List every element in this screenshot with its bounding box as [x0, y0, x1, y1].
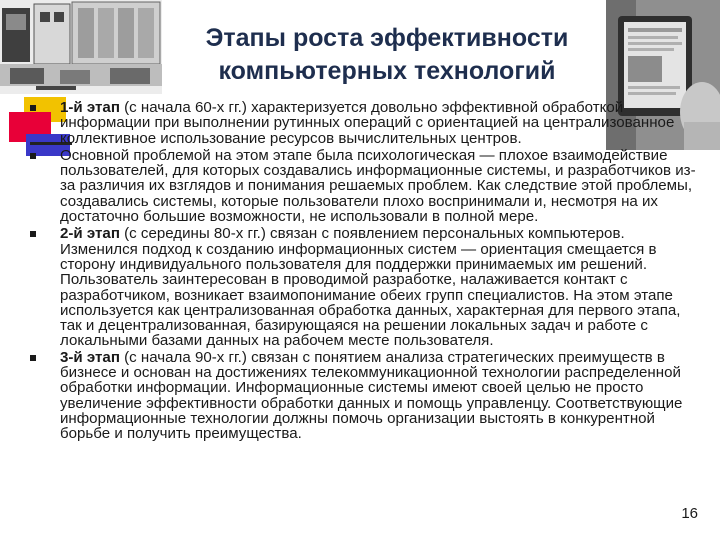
- bullet-text: (с начала 90-х гг.) связан с понятием анализа стратегических преимуществ в бизнесе и основан на достижениях телекоммуникационной технологии распределенной обработки информации. Информационные системы имеют своей целью не просто увеличение эффективности обработки данных и помощь управленцу. Соответствующие информационные технологии должны помочь организации выстоять в конкурентной борьбе и получить преимущества.: [60, 348, 683, 443]
- bullet-term: 1-й этап: [60, 99, 120, 116]
- bullet-text: (с середины 80-х гг.) связан с появлением персональных компьютеров. Изменился подход к созданию информационных систем — ориентация смещается в сторону индивидуального пользователя для поддержки принимаемых им решений. Пользователь заинтересован в проводимой разработке, налаживается контакт с разработчиком, возникает взаимопонимание обеих групп специалистов. На этом этапе используется как централизованная обработка данных, характерная для первого этапа, так и децентрализованная, базирующаяся на решении локальных задач и работе с локальными базами данных на рабочем месте пользователя.: [60, 225, 681, 350]
- slide-title: Этапы роста эффективности компьютерных технологий: [205, 24, 569, 85]
- bullet-square-icon: [30, 105, 36, 111]
- bullet-item: [60, 148, 705, 224]
- bullet-item: [60, 350, 705, 442]
- bullet-item: [60, 100, 705, 146]
- bullet-item: [60, 226, 705, 348]
- bullet-list: [60, 100, 705, 442]
- bullet-square-icon: [30, 231, 36, 237]
- page-number: 16: [681, 505, 698, 522]
- bullet-text: (с начала 60-х гг.) характеризуется довольно эффективной обработкой информации при выполнении рутинных операций с ориентацией на централизованное коллективное использование ресурсов вычислительных центров.: [60, 99, 675, 147]
- bullet-term: 3-й этап: [60, 348, 120, 366]
- bullet-term: 2-й этап: [60, 225, 120, 243]
- mainframe-photo: [0, 0, 162, 94]
- bullet-square-icon: [30, 355, 36, 361]
- bullet-text: Основной проблемой на этом этапе была психологическая — плохое взаимодействие пользователей, для которых создавались информационные системы, и разработчиков из-за различия их взглядов и понимания решаемых проблем. Как следствие этой проблемы, создавались системы, которые пользователи плохо воспринимали и, несмотря на их достаточно большие возможности, не использовали в полной мере.: [60, 146, 696, 226]
- bullet-square-icon: [30, 153, 36, 159]
